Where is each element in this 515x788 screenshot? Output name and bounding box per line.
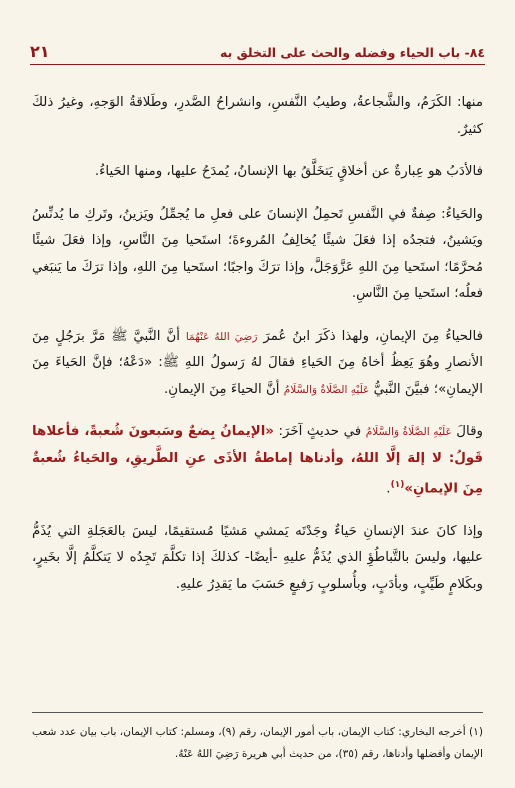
paragraph-1: منها: الكَرَمُ، والشَّجاعةُ، وطيبُ النَّفسِ، وانشراحُ الصَّدرِ، وطَلاقةُ الوَجهِ، وغيرُ ذلكَ كثيرٌ.: [32, 95, 483, 137]
footnotes: [32, 712, 483, 765]
paragraph-4: [32, 324, 483, 404]
paragraph-5-text-a: وقالَ: [456, 424, 483, 439]
honorific: عَلَيْهِ الصَّلَاةُ وَالسَّلَامُ: [365, 426, 452, 438]
footnote-marker: (١): [390, 480, 405, 490]
paragraph-2: فالأدَبُ هو عِبارةٌ عن أخلاقٍ يَتخَلَّقُ بها الإنسانُ، يُمدَحُ عليها، ومنها الحَياءُ.: [94, 164, 483, 179]
paragraph-5-text-b: في حديثٍ آخَرَ:: [278, 424, 362, 439]
paragraph-4-text-b: أنَّ النَّبيَّ ﷺ مَرَّ برَجُلٍ مِنَ الأنصارِ وهُوَ يَعِظُ أخاهُ مِنَ الحَياءِ فقالَ لهُ رَسولُ اللهِ ﷺ: «دَعْهُ؛ فإنَّ الحَياءَ مِنَ الإيمانِ»؛ فبيَّنَ النَّبيُّ: [32, 328, 483, 397]
main-text: [32, 90, 483, 614]
page-header: [30, 36, 485, 65]
paragraph-4-text-a: فالحياءُ مِنَ الإيمانِ، ولهذا ذكَرَ ابنُ عُمرَ: [263, 328, 483, 344]
hadith-quote: «الإيمانُ بِضعٌ وسَبعونَ شُعبةً، فأعلاها قَولُ: لا إلهَ إلَّا اللهُ، وأدناها إماطةُ الأذَى عنِ الطَّريقِ، والحَياءُ شُعبةٌ مِنَ الإيمانِ»: [32, 424, 483, 497]
footnote-1: (١) أخرجه البخاري: كتاب الإيمان، باب أمور الإيمان، رقم (٩)، ومسلم: كتاب الإيمان، باب بيان عدد شعب الإيمان وأفضلها وأدناها، رقم (٣٥)، من حديث أبي هريرة رَضِيَ اللهُ عَنْهُ.: [32, 726, 483, 760]
chapter-title: ٨٤- باب الحياء وفضله والحث على التخلق به: [219, 45, 485, 60]
honorific: رَضِيَ اللهُ عَنْهُمَا: [185, 330, 258, 343]
paragraph-5: [32, 419, 483, 503]
page-number: ٢١: [30, 42, 50, 61]
honorific: عَلَيْهِ الصَّلَاةُ وَالسَّلَامُ: [283, 383, 370, 396]
paragraph-3: والحَياءُ: صِفةٌ في النَّفسِ تَحمِلُ الإنسانَ على فعلِ ما يُجمِّلُ ويَزينُ، وتَركِ ما يُدنِّسُ ويَشينُ، فتجدُه إذا فعَلَ شيئًا يُخالِفُ المُروءةَ؛ استَحيا مِنَ النَّاسِ، وإذا فعَلَ شيئًا مُحرَّمًا؛ استَحيا مِنَ اللهِ عَزَّوَجَلَّ، وإذا ترَكَ واجبًا؛ استَحيا مِنَ اللهِ، وإذا ترَكَ ما يَنبَغي فعلُه؛ استَحيا مِنَ النَّاسِ.: [32, 206, 483, 301]
paragraph-5-end: .: [386, 481, 391, 497]
paragraph-4-text-c: أنَّ الحياءَ مِنَ الإيمانِ.: [163, 381, 280, 397]
paragraph-6: وإذا كانَ عندَ الإنسانِ حَياءٌ وجَدْتَه يَمشي مَشيًا مُستقيمًا، ليسَ بالعَجَلةِ التي يُذَمُّ عليها، وليسَ بالتَّباطُؤِ الذي يُذَمُّ عليهِ -أيضًا- كذلكَ إذا تكلَّمَ تَجِدُه لا يَتكلَّمُ إلَّا بخَيرٍ، وبكَلامٍ طَيِّبٍ، وبأدَبٍ، وبأُسلوبٍ رَفيعٍ حَسَبَ ما يَقدِرُ عليهِ.: [32, 523, 483, 592]
